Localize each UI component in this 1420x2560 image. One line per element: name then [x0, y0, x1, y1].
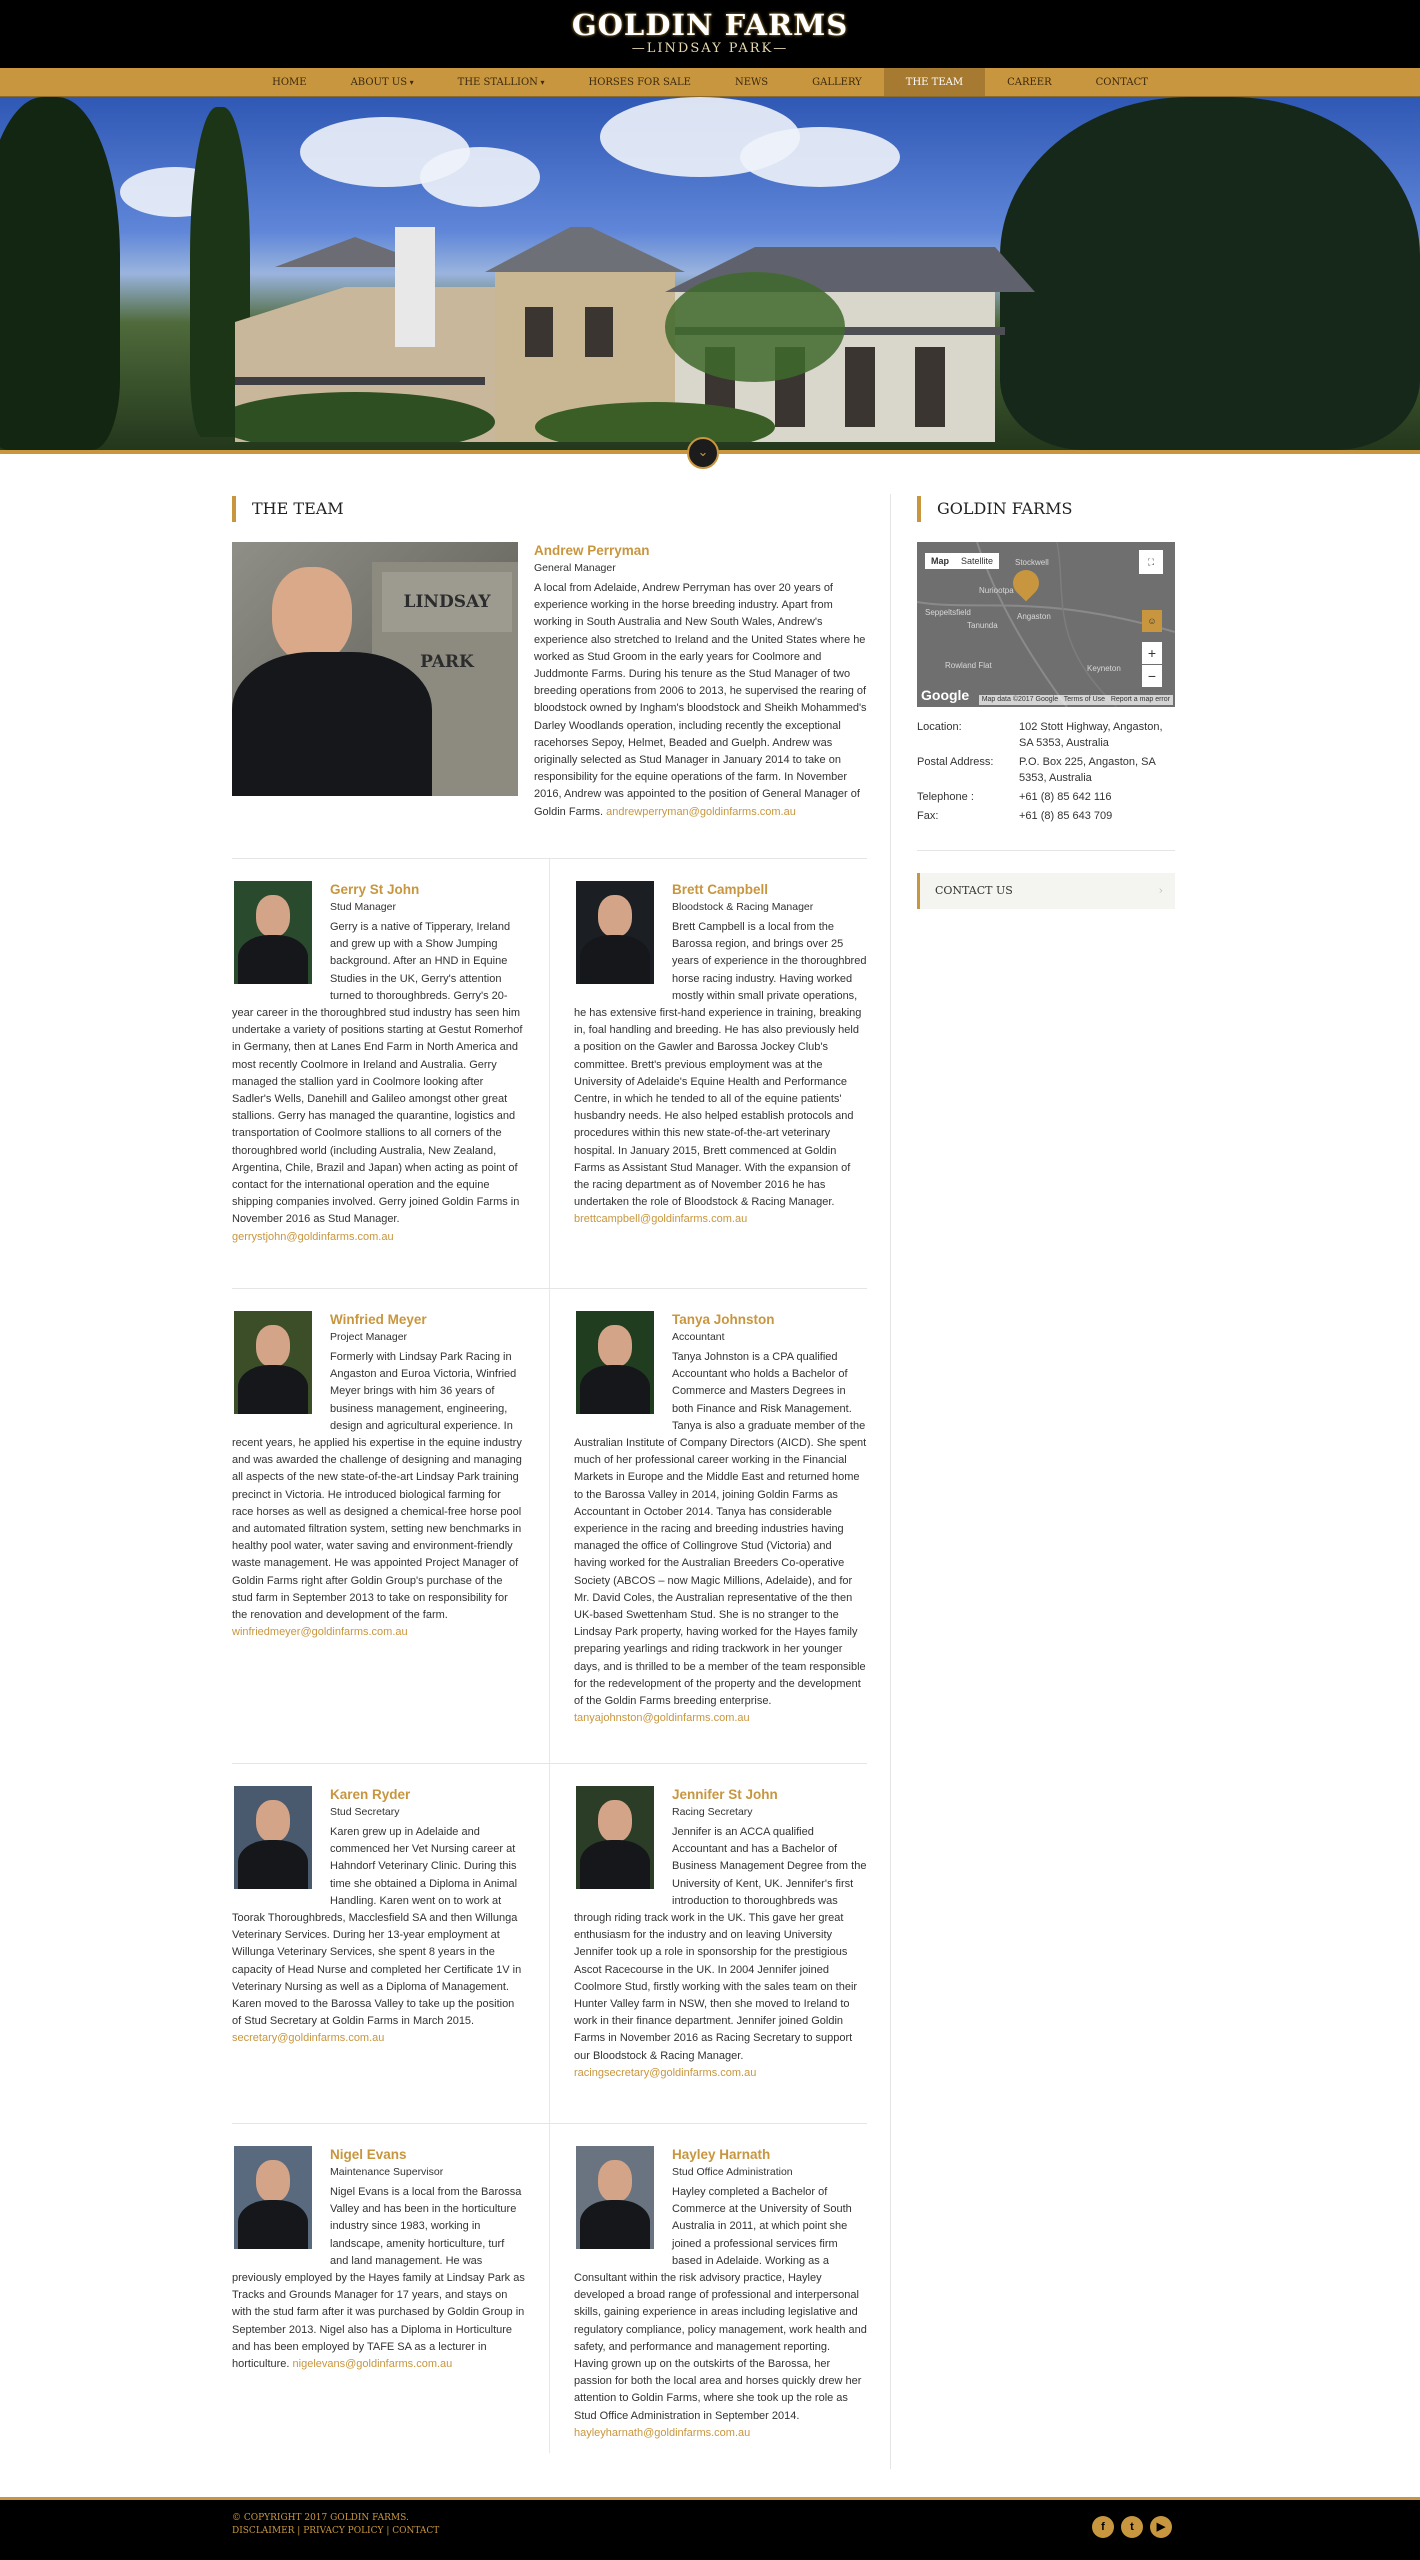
info-value: +61 (8) 85 643 709 — [1019, 810, 1113, 822]
map-place-label: Rowland Flat — [945, 661, 992, 670]
team-row — [232, 2123, 867, 2453]
copyright: © COPYRIGHT 2017 GOLDIN FARMS. — [232, 2513, 409, 2523]
info-row — [917, 719, 1175, 751]
footer-link-privacy-policy[interactable]: PRIVACY POLICY — [303, 2526, 384, 2536]
youtube-icon[interactable]: ▶ — [1150, 2516, 1172, 2538]
contact-us-label: CONTACT US — [935, 884, 1013, 897]
map-place-label: Seppeltsfield — [925, 608, 971, 617]
member-role: General Manager — [534, 562, 616, 574]
logo[interactable]: GOLDIN FARMS — [571, 8, 849, 42]
member-photo — [234, 1786, 312, 1889]
member-bio: Hayley completed a Bachelor of Commerce at the University of South Australia in 2011, at which point she joined a professional services firm based in Adelaide. Working as a Consultant within the risk advisory practice, Hayley developed a broad range of professional and interpersonal skills, gaining experience in areas including legislative and regulatory compliance, policy management, work health and safety, and performance and management reporting. Having grown up on the outskirts of the Barossa, her passion for both the local area and horses quickly drew her attention to Goldin Farms, where she took up the role as Stud Office Administration in September 2014. — [574, 2186, 867, 2422]
featured-member — [232, 542, 867, 858]
member-name: Brett Campbell — [672, 882, 769, 897]
team-member-card — [232, 1289, 549, 1763]
member-photo — [234, 881, 312, 984]
nav-item-contact[interactable] — [1074, 68, 1170, 96]
member-photo — [234, 2146, 312, 2249]
member-photo — [576, 881, 654, 984]
member-role: Stud Office Administration — [672, 2166, 793, 2178]
footer-link-contact[interactable]: CONTACT — [392, 2526, 440, 2536]
member-name: Nigel Evans — [330, 2147, 407, 2162]
member-name: Tanya Johnston — [672, 1312, 775, 1327]
member-photo — [232, 542, 518, 796]
photo-sign: LINDSAY PARK — [382, 572, 512, 632]
member-email-link[interactable]: winfriedmeyer@goldinfarms.com.au — [232, 1626, 408, 1639]
homestead-illustration — [235, 227, 1115, 442]
team-member-card — [232, 859, 549, 1288]
nav-label: HORSES FOR SALE — [588, 77, 691, 88]
site-header — [0, 0, 1420, 68]
chevron-right-icon: › — [1158, 884, 1163, 897]
nav-label: THE TEAM — [905, 77, 964, 88]
team-grid — [232, 858, 867, 2453]
sidebar-title: GOLDIN FARMS — [917, 496, 1175, 522]
team-member-card — [549, 859, 867, 1288]
info-value: +61 (8) 85 642 116 — [1019, 791, 1112, 803]
member-name: Gerry St John — [330, 882, 420, 897]
info-label: Fax: — [917, 810, 939, 822]
nav-item-the-stallion[interactable] — [436, 68, 567, 96]
map-place-label: Stockwell — [1015, 558, 1049, 567]
nav-label: ABOUT US — [350, 77, 408, 88]
member-photo — [234, 1311, 312, 1414]
team-member-card — [232, 2124, 549, 2453]
member-photo — [576, 1311, 654, 1414]
member-name: Hayley Harnath — [672, 2147, 771, 2162]
member-role: Project Manager — [330, 1331, 408, 1343]
info-label: Telephone : — [917, 791, 974, 803]
team-member-card — [549, 2124, 867, 2453]
nav-item-home[interactable] — [250, 68, 328, 96]
scroll-down-button[interactable] — [687, 437, 719, 469]
caret-down-icon: ▾ — [407, 78, 414, 87]
nav-item-gallery[interactable] — [790, 68, 884, 96]
map-type-map-button[interactable]: Map — [925, 553, 955, 569]
footer-text — [232, 2512, 439, 2538]
zoom-in-button[interactable]: + — [1142, 642, 1162, 664]
team-row — [232, 1763, 867, 2123]
nav-label: NEWS — [734, 77, 769, 88]
member-role: Accountant — [672, 1331, 725, 1343]
column-divider — [890, 494, 891, 2469]
member-bio: Karen grew up in Adelaide and commenced her Vet Nursing career at Hahndorf Veterinary Clinic. During this time she obtained a Diploma in Animal Handling. Karen went on to work at Toorak Thoroughbreds, Macclesfield SA and then Willunga Veterinary Services. During her 13-year employment at Willunga Veterinary Services, she spent 8 years in the capacity of Head Nurse and completed her Certificate 1V in Veterinary Nursing as well as a Diploma of Management. Karen moved to the Barossa Valley to take up the position of Stud Secretary at Goldin Farms in March 2015. — [232, 1826, 522, 2028]
nav-label: THE STALLION — [457, 77, 538, 88]
main-navigation — [0, 68, 1420, 97]
member-email-link[interactable]: secretary@goldinfarms.com.au — [232, 2032, 385, 2045]
info-value: P.O. Box 225, Angaston, SA 5353, Australia — [1019, 756, 1156, 784]
twitter-icon[interactable]: t — [1121, 2516, 1143, 2538]
map-place-label: Nuriootpa — [979, 586, 1014, 595]
map-place-label: Angaston — [1017, 612, 1051, 621]
member-email-link[interactable]: gerrystjohn@goldinfarms.com.au — [232, 1230, 394, 1243]
team-member-card — [549, 1289, 867, 1763]
nav-label: CAREER — [1007, 77, 1052, 88]
team-member-card — [549, 1764, 867, 2123]
facebook-icon[interactable]: f — [1092, 2516, 1114, 2538]
member-email-link[interactable]: nigelevans@goldinfarms.com.au — [292, 2358, 453, 2371]
nav-item-about-us[interactable] — [329, 68, 436, 96]
map-place-label: Keyneton — [1087, 664, 1121, 673]
team-row — [232, 1288, 867, 1763]
member-bio: Brett Campbell is a local from the Barossa region, and brings over 25 years of experience in the thoroughbred horse racing industry. Having worked mostly within small private operations, he has extensive first-hand experience in training, breaking in, foal handling and breeding. He has also previously held a position on the Gawler and Barossa Jockey Club's committee. Brett's previous employment was at the University of Adelaide's Equine Health and Performance Centre, in which he tended to all of the equine patients' husbandry needs. He also helped establish protocols and procedures within this new state-of-the-art veterinary hospital. In January 2015, Brett commenced at Goldin Farms as Assistant Stud Manager. With the expansion of the racing department as of November 2016 he has undertaken the role of Bloodstock & Racing Manager. — [574, 921, 867, 1209]
map-attribution[interactable]: Map data ©2017 Google Terms of Use Report a map error — [979, 695, 1173, 705]
hero-image — [0, 97, 1420, 450]
contact-us-button[interactable] — [917, 873, 1175, 909]
member-role: Bloodstock & Racing Manager — [672, 901, 814, 913]
member-photo — [576, 1786, 654, 1889]
member-bio: Nigel Evans is a local from the Barossa Valley and has been in the horticulture industry since 1983, working in landscape, amenity horticulture, turf and land management. He was previously employed by the Hayes family at Lindsay Park as Tracks and Grounds Manager for 17 years, and stays on with the stud farm after it was purchased by Goldin Group in September 2013. Nigel also has a Diploma in Horticulture and has been employed by TAFE SA as a lecturer in horticulture. — [232, 2186, 525, 2371]
member-name: Karen Ryder — [330, 1787, 411, 1802]
member-email-link[interactable]: tanyajohnston@goldinfarms.com.au — [574, 1712, 750, 1725]
member-bio: Jennifer is an ACCA qualified Accountant and has a Bachelor of Business Management Degree from the University of Kent, UK. Jennifer's first introduction to thoroughbreds was through riding track work in the UK. This gave her great enthusiasm for the industry and on leaving University Jennifer took up a role in sponsorship for the prestigious Ascot Racecourse in the UK. In 2004 Jennifer joined Coolmore Stud, firstly working with the sales team on their Hunter Valley farm in NSW, then she moved to Ireland to work in their finance department. Jennifer joined Goldin Farms in November 2016 as Racing Secretary to support our Bloodstock & Racing Manager. — [574, 1826, 867, 2062]
member-name: Andrew Perryman — [534, 543, 650, 558]
nav-item-the-team[interactable] — [884, 68, 985, 96]
info-value: 102 Stott Highway, Angaston, SA 5353, Australia — [1019, 721, 1163, 749]
google-logo: Google — [921, 687, 970, 703]
member-role: Stud Secretary — [330, 1806, 400, 1818]
info-row — [917, 754, 1175, 786]
main-content — [0, 454, 1420, 2514]
fullscreen-icon[interactable]: ⛶ — [1139, 550, 1163, 574]
sidebar-divider — [917, 850, 1175, 851]
member-name: Winfried Meyer — [330, 1312, 427, 1327]
member-role: Racing Secretary — [672, 1806, 753, 1818]
nav-item-news[interactable] — [713, 68, 790, 96]
member-email-link[interactable]: hayleyharnath@goldinfarms.com.au — [574, 2426, 751, 2439]
info-label: Location: — [917, 721, 962, 733]
team-row — [232, 858, 867, 1288]
location-map[interactable] — [917, 542, 1175, 707]
member-bio: Tanya Johnston is a CPA qualified Accountant who holds a Bachelor of Commerce and Masters Degrees in both Finance and Risk Management. Tanya is also a graduate member of the Australian Institute of Company Directors (AICD). She spent much of her professional career working in the Financial Markets in Europe and the Middle East and returned home to the Barossa Valley in 2014, joining Goldin Farms as Accountant in October 2014. Tanya has considerable experience in the racing and breeding industries having managed the office of Collingrove Stud (Victoria) and having worked for the Australian Breeders Co-operative Society (ABCOS – now Magic Millions, Adelaide), and for Mr. David Coles, the Australian representative of the then UK-based Swettenham Stud. She is no stranger to the Lindsay Park property, having worked for the Hayes family preparing yearlings and riding trackwork in her younger days, and is thrilled to be a member of the team responsible for the redevelopment of the property and the development of the Goldin Farms breeding enterprise. — [574, 1351, 867, 1708]
caret-down-icon: ▾ — [537, 78, 545, 87]
footer-link-disclaimer[interactable]: DISCLAIMER — [232, 2526, 295, 2536]
map-type-satellite-button[interactable]: Satellite — [955, 553, 999, 569]
member-photo — [576, 2146, 654, 2249]
member-bio: Formerly with Lindsay Park Racing in Angaston and Euroa Victoria, Winfried Meyer brings with him 36 years of business management, engineering, design and agricultural experience. In recent years, he applied his expertise in the equine industry and was awarded the challenge of designing and managing all aspects of the new state-of-the-art Lindsay Park training precinct in Victoria. He introduced biological farming for race horses as well as designed a chemical-free horse pool and automated filtration system, setting new benchmarks in healthy pool water, water saving and environment-friendly waste management. He was appointed Project Manager of Goldin Farms right after Goldin Group's purchase of the stud farm in September 2013 to take on responsibility for the renovation and development of the farm. — [232, 1351, 522, 1622]
info-row — [917, 808, 1175, 824]
info-label: Postal Address: — [917, 756, 994, 768]
member-role: Maintenance Supervisor — [330, 2166, 444, 2178]
nav-label: CONTACT — [1095, 77, 1148, 88]
contact-details — [917, 719, 1175, 824]
site-footer — [0, 2497, 1420, 2560]
team-member-card — [232, 1764, 549, 2123]
member-email-link[interactable]: andrewperryman@goldinfarms.com.au — [606, 805, 796, 818]
member-email-link[interactable]: brettcampbell@goldinfarms.com.au — [574, 1213, 748, 1226]
nav-label: GALLERY — [812, 77, 862, 88]
info-row — [917, 789, 1175, 805]
member-name: Jennifer St John — [672, 1787, 778, 1802]
link-separator: | — [383, 2526, 393, 2536]
footer-links — [232, 2525, 439, 2538]
team-title: THE TEAM — [232, 496, 867, 522]
zoom-out-button[interactable]: − — [1142, 665, 1162, 687]
team-section — [232, 496, 867, 2453]
link-separator: | — [294, 2526, 304, 2536]
nav-item-career[interactable] — [985, 68, 1074, 96]
logo-subtitle: —LINDSAY PARK— — [631, 41, 789, 56]
chevron-down-icon: ⌄ — [697, 444, 709, 459]
street-view-icon[interactable]: ☺ — [1142, 610, 1162, 632]
sidebar — [917, 496, 1175, 909]
map-place-label: Tanunda — [967, 621, 998, 630]
member-email-link[interactable]: racingsecretary@goldinfarms.com.au — [574, 2066, 757, 2079]
nav-item-horses-for-sale[interactable] — [566, 68, 713, 96]
member-bio: A local from Adelaide, Andrew Perryman has over 20 years of experience working in the horse breeding industry. Apart from working in South Australia and New South Wales, Andrew's experience also stretched to Ireland and the United States where he worked as Stud Groom in the early years for Coolmore and Juddmonte Farms. During his tenure as the Stud Manager of two breeding operations from 2006 to 2013, he supervised the rearing of bloodstock owned by Ingham's bloodstock and Sheikh Mohammed's Darley Woodlands operation, including recently the exceptional racehorses Sepoy, Helmet, Beaded and Guelph. Andrew was originally selected as Stud Manager in January 2014 to take on responsibility for the equine operations of the farm. In November 2016, Andrew was appointed to the position of General Manager of Goldin Farms. — [534, 582, 867, 818]
member-bio: Gerry is a native of Tipperary, Ireland and grew up with a Show Jumping background. After an HND in Equine Studies in the UK, Gerry's attention turned to thoroughbreds. Gerry's 20-year career in the thoroughbred stud industry has seen him undertake a variety of positions starting at Gestut Romerhof in Germany, then at Lanes End Farm in North America and most recently Coolmore in Ireland and Australia. Gerry managed the stallion yard in Coolmore looking after Sadler's Wells, Danehill and Galileo amongst other great stallions. Gerry has managed the quarantine, logistics and transportation of Coolmore stallions to all corners of the thoroughbred world (including Australia, New Zealand, Argentina, Chile, Brazil and Japan) when acting as point of contact for the international operation and the equine shipping companies involved. Gerry joined Goldin Farms in November 2016 as Stud Manager. — [232, 921, 523, 1226]
member-role: Stud Manager — [330, 901, 396, 913]
nav-label: HOME — [272, 77, 307, 88]
